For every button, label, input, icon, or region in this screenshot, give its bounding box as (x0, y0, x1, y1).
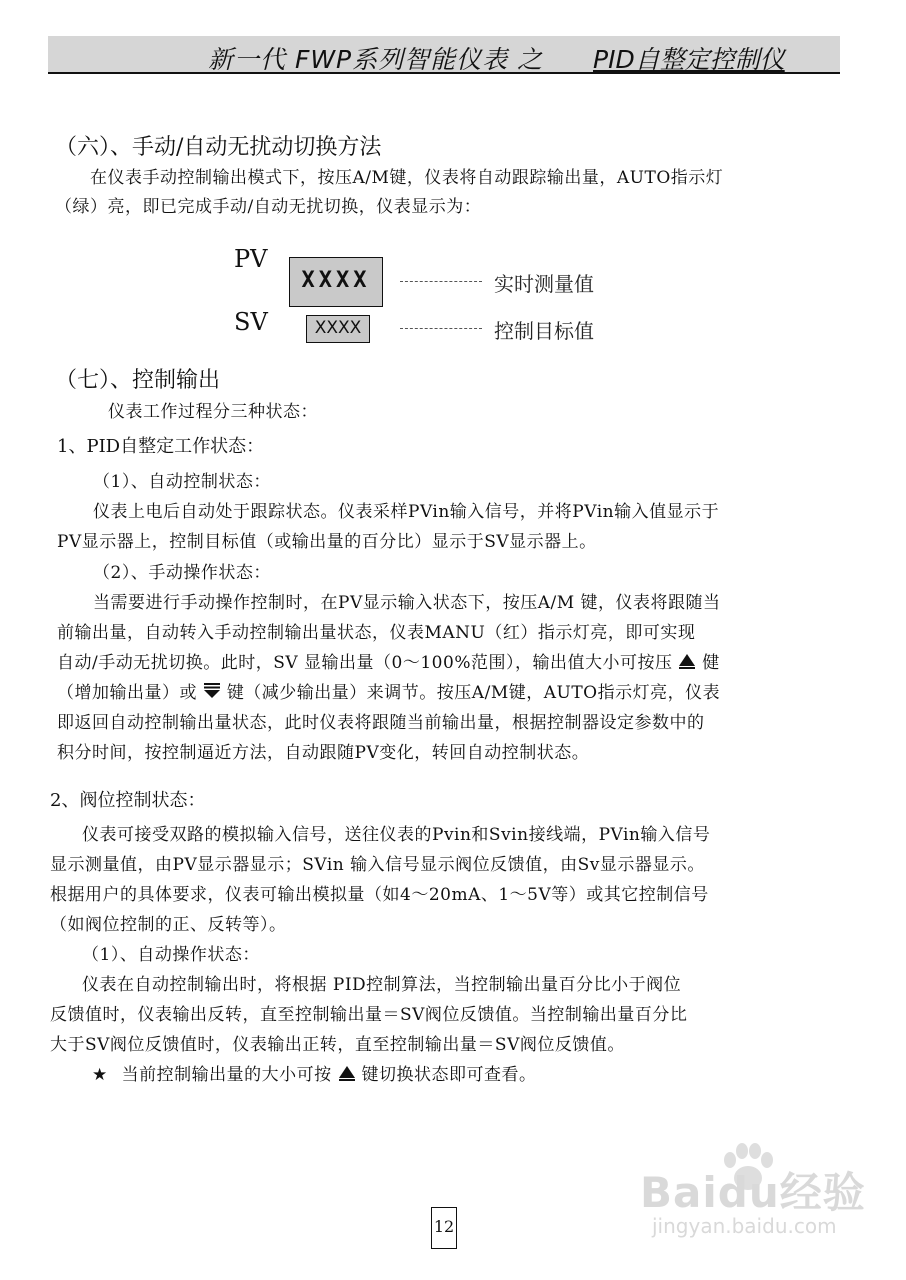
watermark-url: jingyan.baidu.com (652, 1214, 837, 1238)
state-2-line-3: 根据用户的具体要求，仪表可输出模拟量（如4～20mA、1～5V等）或其它控制信号 (50, 885, 709, 905)
pv-description: 实时测量值 (494, 272, 594, 296)
note-line (92, 1060, 536, 1085)
section-6-line-1: 在仪表手动控制输出模式下，按压A/M键，仪表将自动跟踪输出量，AUTO指示灯 (90, 168, 724, 188)
state-1-1-line-2: PV显示器上，控制目标值（或输出量的百分比）显示于SV显示器上。 (57, 532, 597, 552)
state-1-1-line-1: 仪表上电后自动处于跟踪状态。仪表采样PVin输入信号，并将PVin输入值显示于 (93, 502, 720, 522)
header-title: 新一代 FWP系列智能仪表 之 (208, 45, 544, 74)
state-2-line-4: （如阀位控制的正、反转等）。 (50, 915, 287, 935)
pv-leader-line (400, 281, 482, 282)
state-1-1-title: （1）、自动控制状态： (93, 472, 271, 492)
state-1-2-line-6: 积分时间，按控制逼近方法，自动跟随PV变化，转回自动控制状态。 (57, 743, 590, 763)
star-icon: ★ (92, 1065, 108, 1085)
state-1-2-title: （2）、手动操作状态： (93, 563, 271, 583)
increase-key-icon (338, 1065, 356, 1081)
sv-digits: XXXX (314, 318, 362, 338)
watermark-brand: Baidu经验 (640, 1168, 866, 1217)
state-1-2-line-3-tail: 健 (702, 653, 720, 673)
state-2-line-2: 显示测量值，由PV显示器显示；SVin 输入信号显示阀位反馈值，由Sv显示器显示。 (50, 855, 705, 875)
state-1-2-line-2: 前输出量，自动转入手动控制输出量状态，仪表MANU（红）指示灯亮，即可实现 (57, 623, 696, 643)
section-6-title: （六）、手动/自动无扰动切换方法 (55, 135, 382, 160)
state-1-2-line-4-text: （增加输出量）或 (57, 683, 197, 703)
note-text: 当前控制输出量的大小可按 (121, 1065, 332, 1085)
section-7-title: （七）、控制输出 (55, 368, 221, 393)
increase-key-icon (678, 653, 696, 669)
sv-description: 控制目标值 (494, 319, 594, 343)
decrease-key-icon (203, 683, 221, 699)
header-subtitle: PID自整定控制仪 (593, 45, 785, 74)
state-1-2-line-3-text: 自动/手动无扰切换。此时，SV 显输出量（0～100%范围），输出值大小可按压 (57, 653, 673, 673)
state-1-2-line-5: 即返回自动控制输出量状态，此时仪表将跟随当前输出量，根据控制器设定参数中的 (57, 713, 705, 733)
page-header (48, 36, 840, 74)
pv-digits: XXXX (301, 268, 371, 293)
state-2-1-line-3: 大于SV阀位反馈值时，仪表输出正转，直至控制输出量＝SV阀位反馈值。 (50, 1035, 625, 1055)
state-1-2-line-4-tail: 键（减少输出量）来调节。按压A/M键，AUTO指示灯亮，仪表 (226, 683, 721, 703)
section-7-intro: 仪表工作过程分三种状态： (108, 402, 318, 422)
section-6-line-2: （绿）亮，即已完成手动/自动无扰切换，仪表显示为： (55, 197, 482, 217)
pv-display (289, 257, 383, 307)
page-number: 12 (433, 1217, 455, 1236)
state-2-1-line-1: 仪表在自动控制输出时，将根据 PID控制算法，当控制输出量百分比小于阀位 (82, 975, 682, 995)
page-number-box (431, 1207, 457, 1249)
state-1-2-line-4 (57, 678, 720, 703)
state-2-title: 2、阀位控制状态： (50, 790, 206, 811)
state-2-1-line-2: 反馈值时，仪表输出反转，直至控制输出量＝SV阀位反馈值。当控制输出量百分比 (50, 1005, 688, 1025)
note-text-tail: 键切换状态即可查看。 (361, 1065, 537, 1085)
sv-display (306, 315, 370, 343)
state-1-2-line-1: 当需要进行手动操作控制时，在PV显示输入状态下，按压A/M 键，仪表将跟随当 (93, 593, 721, 613)
state-1-title: 1、PID自整定工作状态： (57, 436, 265, 457)
pv-label: PV (234, 245, 268, 273)
sv-leader-line (400, 328, 482, 329)
state-2-line-1: 仪表可接受双路的模拟输入信号，送往仪表的Pvin和Svin接线端，PVin输入信号 (82, 825, 711, 845)
state-2-1-title: （1）、自动操作状态： (82, 945, 260, 965)
sv-label: SV (234, 308, 268, 336)
state-1-2-line-3 (57, 648, 720, 673)
